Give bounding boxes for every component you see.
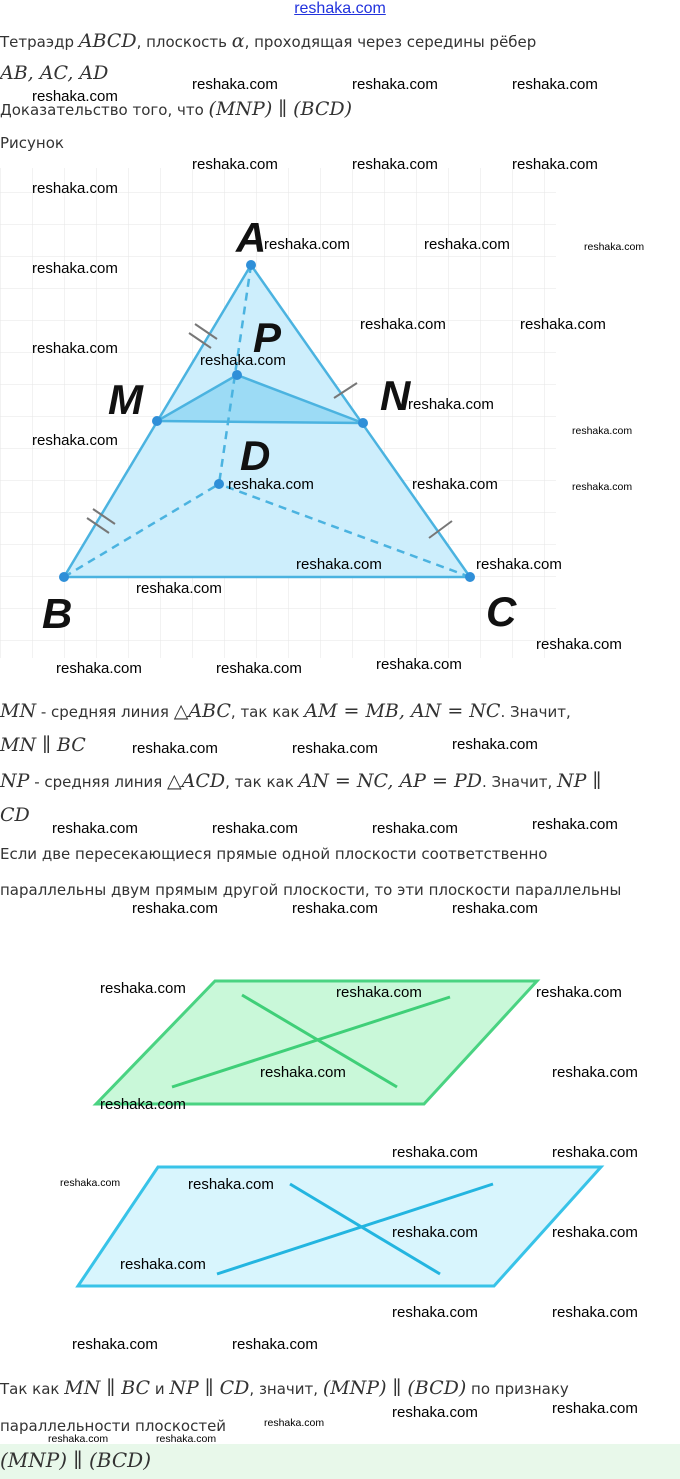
watermark: reshaka.com: [424, 236, 510, 253]
watermark: reshaka.com: [192, 76, 278, 93]
math-np: NP: [0, 770, 30, 792]
watermark: reshaka.com: [212, 820, 298, 837]
point-c: [465, 572, 475, 582]
watermark: reshaka.com: [520, 316, 606, 333]
solution-line-1: [0, 700, 571, 722]
watermark: reshaka.com: [156, 1433, 217, 1445]
watermark: reshaka.com: [392, 1224, 478, 1241]
watermark: reshaka.com: [532, 816, 618, 833]
label-n: N: [380, 372, 411, 419]
math-triangle-abc: △ABC: [173, 700, 231, 722]
solution-line-3: [0, 770, 601, 792]
watermark: reshaka.com: [292, 900, 378, 917]
watermark: reshaka.com: [360, 316, 446, 333]
point-p: [232, 370, 242, 380]
solution-text: - средняя линия: [36, 703, 174, 721]
watermark: reshaka.com: [32, 260, 118, 277]
conclusion-line-1: [0, 1377, 569, 1399]
watermark: reshaka.com: [200, 352, 286, 369]
math-cd: CD: [0, 804, 30, 826]
solution-text: , так как: [230, 703, 305, 721]
watermark: reshaka.com: [452, 900, 538, 917]
math-goal: (MNP) ∥ (BCD): [208, 98, 353, 120]
math-planes-parallel: (MNP) ∥ (BCD): [322, 1377, 467, 1399]
watermark: reshaka.com: [552, 1224, 638, 1241]
watermark: reshaka.com: [572, 425, 633, 437]
site-link[interactable]: reshaka.com: [294, 0, 386, 17]
point-n: [358, 418, 368, 428]
watermark: reshaka.com: [264, 1417, 325, 1429]
label-d: D: [240, 432, 271, 479]
label-m: M: [108, 376, 143, 423]
math-mn-parallel-bc: MN ∥ BC: [64, 1377, 151, 1399]
task-text: Тетраэдр: [0, 33, 79, 51]
watermark: reshaka.com: [476, 556, 562, 573]
math-equalities: AM = MB, AN = NC: [304, 700, 501, 722]
watermark: reshaka.com: [352, 76, 438, 93]
solution-text: - средняя линия: [29, 773, 168, 791]
watermark: reshaka.com: [228, 476, 314, 493]
math-mn: MN: [0, 700, 37, 722]
task-text: , плоскость: [136, 33, 232, 51]
watermark: reshaka.com: [536, 984, 622, 1001]
watermark: reshaka.com: [264, 236, 350, 253]
solution-text: , так как: [225, 773, 299, 791]
watermark: reshaka.com: [412, 476, 498, 493]
point-d: [214, 479, 224, 489]
watermark: reshaka.com: [52, 820, 138, 837]
watermark: reshaka.com: [132, 740, 218, 757]
math-abcd: ABCD: [78, 30, 137, 52]
watermark: reshaka.com: [296, 556, 382, 573]
watermark: reshaka.com: [232, 1336, 318, 1353]
watermark: reshaka.com: [552, 1064, 638, 1081]
watermark: reshaka.com: [552, 1400, 638, 1417]
conclusion-text: по признаку: [466, 1380, 569, 1398]
watermark: reshaka.com: [100, 980, 186, 997]
watermark: reshaka.com: [512, 156, 598, 173]
watermark: reshaka.com: [552, 1144, 638, 1161]
conclusion-text: , значит,: [249, 1380, 323, 1398]
watermark: reshaka.com: [32, 340, 118, 357]
watermark: reshaka.com: [392, 1144, 478, 1161]
watermark: reshaka.com: [48, 1433, 109, 1445]
watermark: reshaka.com: [56, 660, 142, 677]
watermark: reshaka.com: [408, 396, 494, 413]
conclusion-line-2: параллельности плоскостей: [0, 1417, 227, 1435]
solution-text: . Значит,: [500, 703, 571, 721]
watermark: reshaka.com: [392, 1304, 478, 1321]
watermark: reshaka.com: [336, 984, 422, 1001]
watermark: reshaka.com: [352, 156, 438, 173]
math-triangle-acd: △ACD: [167, 770, 226, 792]
answer-formula: (MNP) ∥ (BCD): [0, 1448, 152, 1472]
watermark: reshaka.com: [192, 156, 278, 173]
watermark: reshaka.com: [120, 1256, 206, 1273]
watermark: reshaka.com: [372, 820, 458, 837]
task-edges: AB, AC, AD: [0, 62, 109, 84]
label-b: B: [42, 590, 73, 637]
watermark: reshaka.com: [584, 241, 645, 253]
label-c: C: [486, 588, 517, 635]
solution-text: . Значит,: [481, 773, 558, 791]
watermark: reshaka.com: [260, 1064, 346, 1081]
figure-caption: Рисунок: [0, 134, 64, 152]
watermark: reshaka.com: [392, 1404, 478, 1421]
label-a: A: [236, 214, 267, 261]
watermark: reshaka.com: [72, 1336, 158, 1353]
math-np-parallel-cd: NP ∥ CD: [169, 1377, 250, 1399]
watermark: reshaka.com: [376, 656, 462, 673]
label-p: P: [253, 314, 282, 361]
watermark: reshaka.com: [572, 481, 633, 493]
conclusion-text: и: [150, 1380, 170, 1398]
theorem-line-2: параллельны двум прямым другой плоскости, то эти плоскости параллельны: [0, 881, 622, 899]
point-m: [152, 416, 162, 426]
watermark: reshaka.com: [136, 580, 222, 597]
math-mn-parallel-bc: MN ∥ BC: [0, 734, 86, 756]
watermark: reshaka.com: [188, 1176, 274, 1193]
theorem-line-1: Если две пересекающиеся прямые одной плоскости соответственно: [0, 845, 548, 863]
watermark: reshaka.com: [132, 900, 218, 917]
watermark: reshaka.com: [512, 76, 598, 93]
watermark: reshaka.com: [536, 636, 622, 653]
watermark: reshaka.com: [292, 740, 378, 757]
plane-green: [96, 981, 537, 1104]
watermark: reshaka.com: [552, 1304, 638, 1321]
point-b: [59, 572, 69, 582]
watermark: reshaka.com: [452, 736, 538, 753]
conclusion-text: Так как: [0, 1380, 65, 1398]
math-alpha: α: [231, 30, 245, 52]
math-equalities: AN = NC, AP = PD: [298, 770, 482, 792]
watermark: reshaka.com: [100, 1096, 186, 1113]
task-text: Доказательство того, что: [0, 101, 209, 119]
task-text: , проходящая через середины рёбер: [244, 33, 537, 51]
watermark: reshaka.com: [60, 1177, 121, 1189]
watermark: reshaka.com: [32, 432, 118, 449]
watermark: reshaka.com: [32, 88, 118, 105]
point-a: [246, 260, 256, 270]
watermark: reshaka.com: [32, 180, 118, 197]
watermark: reshaka.com: [216, 660, 302, 677]
math-np-parallel: NP ∥: [557, 770, 602, 792]
